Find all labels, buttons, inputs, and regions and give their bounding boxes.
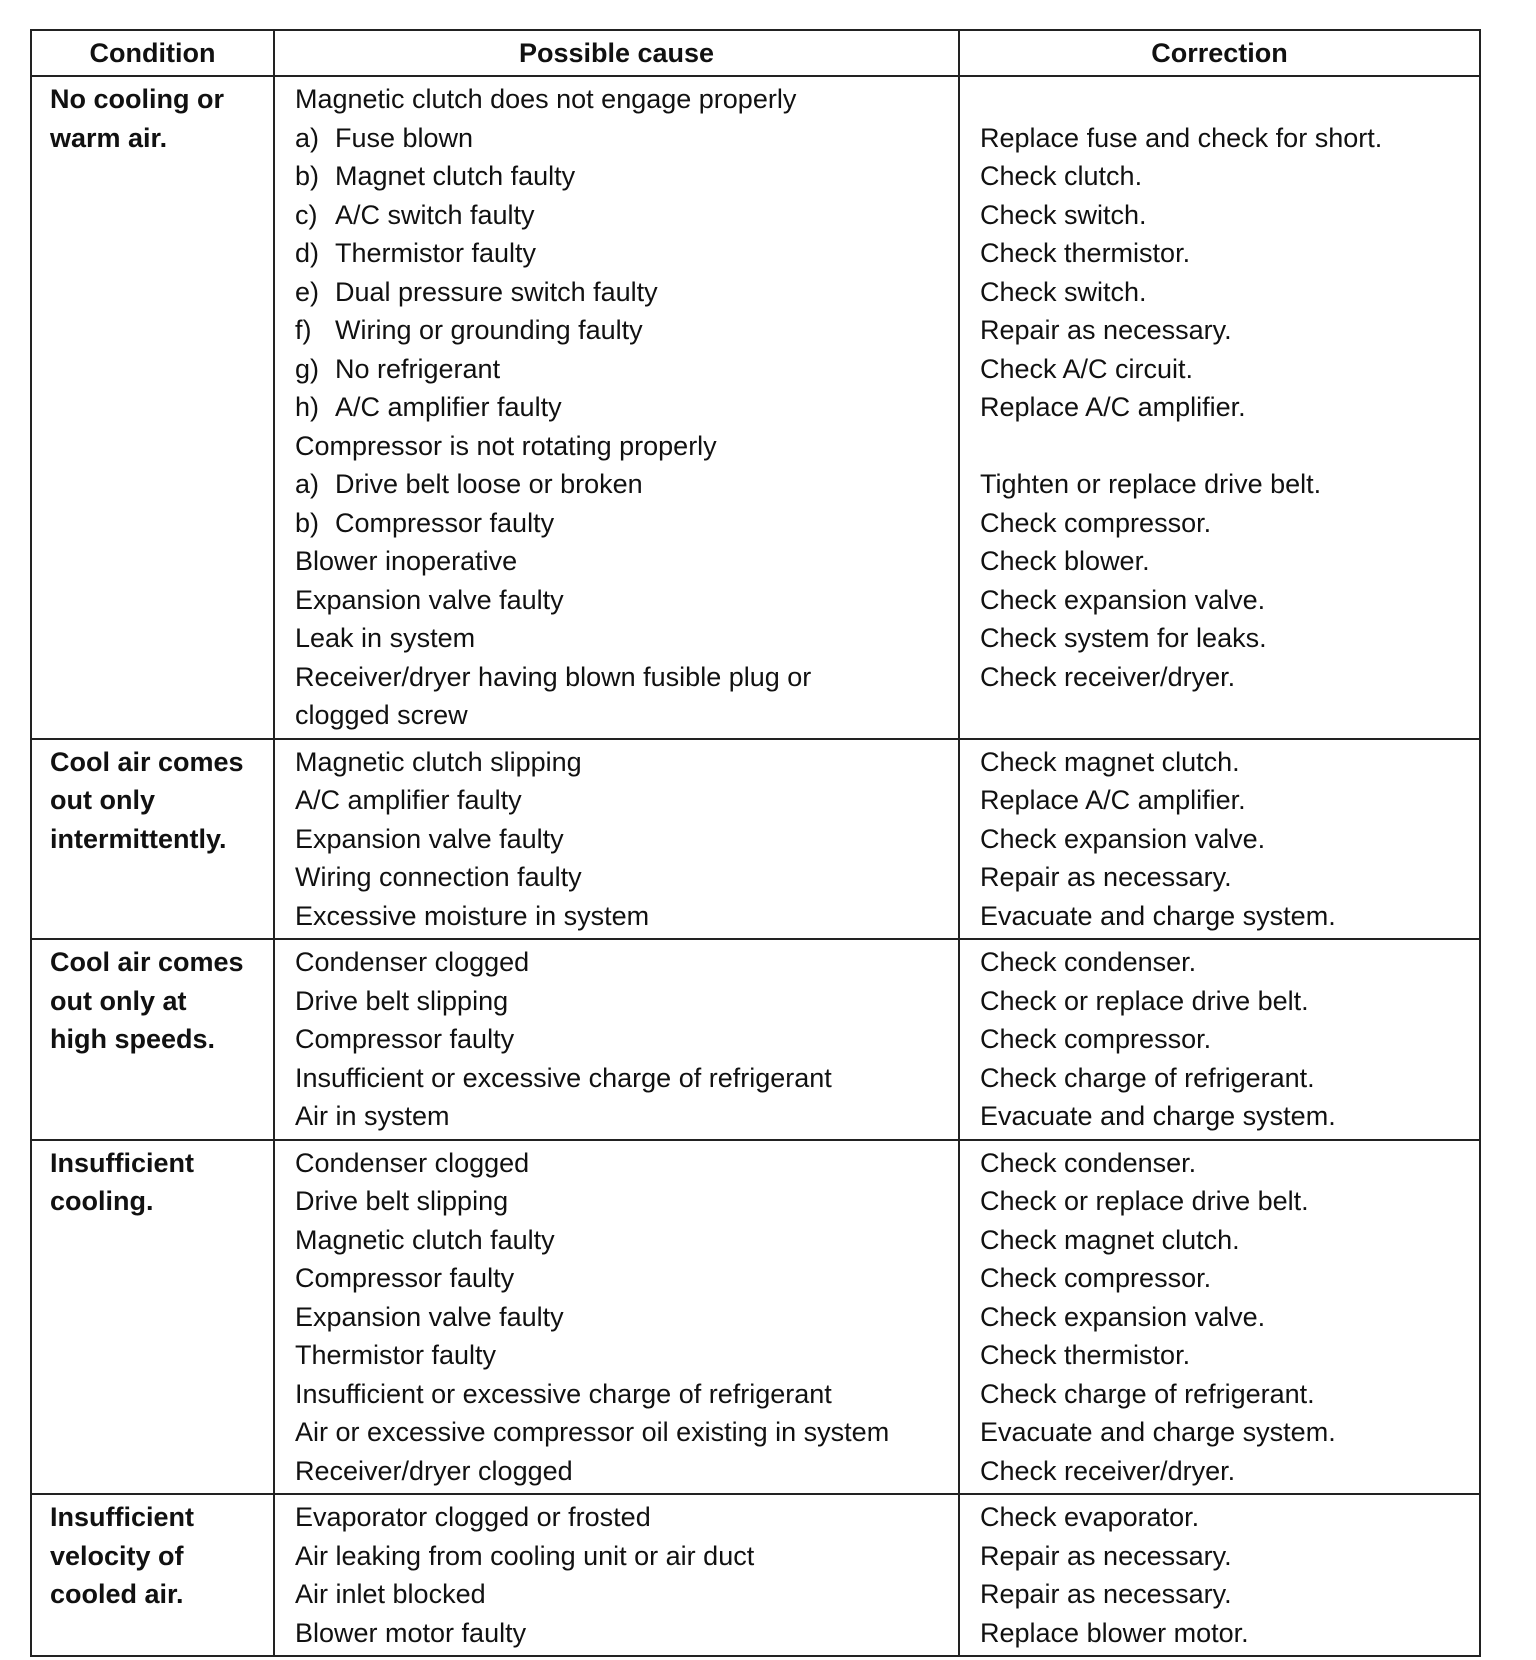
correction-text bbox=[980, 80, 1475, 119]
table-row bbox=[31, 739, 1480, 940]
condition-text: intermittently. bbox=[50, 823, 227, 854]
cause-text: Air or excessive compressor oil existing in system bbox=[295, 1417, 890, 1447]
cause-text: Thermistor faulty bbox=[295, 1340, 497, 1370]
item-label: e) bbox=[295, 276, 320, 307]
correction-text: Check expansion valve. bbox=[980, 584, 1266, 615]
cause-text: Blower inoperative bbox=[295, 546, 518, 576]
condition-text: cooled air. bbox=[50, 1579, 184, 1609]
cause-line bbox=[295, 504, 954, 543]
cause-line bbox=[295, 542, 954, 581]
cause-text: Receiver/dryer having blown fusible plug or bbox=[295, 661, 812, 692]
cause-line bbox=[295, 1452, 954, 1491]
correction-text: Check thermistor. bbox=[980, 1340, 1191, 1370]
cause-text: Dual pressure switch faulty bbox=[335, 276, 658, 307]
cause-line bbox=[295, 1059, 954, 1098]
cause-text: Thermistor faulty bbox=[335, 238, 537, 268]
cause-text: Expansion valve faulty bbox=[295, 823, 564, 854]
possible-cause-cell bbox=[274, 1140, 959, 1495]
cause-line bbox=[295, 388, 954, 427]
cause-line bbox=[295, 897, 954, 936]
cause-text: Air inlet blocked bbox=[295, 1579, 486, 1609]
correction-text: Check expansion valve. bbox=[980, 1301, 1266, 1332]
correction-text: Check expansion valve. bbox=[980, 823, 1266, 854]
correction-text: Check or replace drive belt. bbox=[980, 1186, 1309, 1216]
cause-text: Wiring or grounding faulty bbox=[335, 315, 643, 345]
correction-text: Tighten or replace drive belt. bbox=[980, 469, 1322, 499]
cause-text: Drive belt loose or broken bbox=[335, 469, 643, 499]
cause-line bbox=[295, 1575, 954, 1614]
cause-text: Drive belt slipping bbox=[295, 985, 509, 1016]
cause-text: Expansion valve faulty bbox=[295, 1301, 564, 1332]
cause-line bbox=[295, 1298, 954, 1337]
correction-text bbox=[980, 696, 1475, 735]
cause-text: Condenser clogged bbox=[295, 947, 530, 977]
cause-text: Magnetic clutch slipping bbox=[295, 746, 582, 777]
item-label: c) bbox=[295, 199, 318, 230]
header-condition: Condition bbox=[31, 30, 274, 76]
condition-text: cooling. bbox=[50, 1186, 154, 1216]
cause-line bbox=[295, 1537, 954, 1576]
cause-line bbox=[295, 119, 954, 158]
possible-cause-cell bbox=[274, 939, 959, 1140]
condition-text: Insufficient bbox=[50, 1502, 195, 1532]
correction-text: Repair as necessary. bbox=[980, 862, 1232, 892]
cause-text: Air leaking from cooling unit or air duct bbox=[295, 1540, 755, 1571]
cause-line bbox=[295, 781, 954, 820]
cause-line bbox=[295, 465, 954, 504]
cause-line bbox=[295, 350, 954, 389]
correction-cell bbox=[959, 739, 1480, 940]
cause-line bbox=[295, 1221, 954, 1260]
table-row bbox=[31, 939, 1480, 1140]
header-correction: Correction bbox=[959, 30, 1480, 76]
item-label: a) bbox=[295, 122, 320, 153]
table-row bbox=[31, 1140, 1480, 1495]
correction-cell bbox=[959, 1494, 1480, 1656]
cause-text: A/C switch faulty bbox=[335, 199, 535, 230]
table-row bbox=[31, 1494, 1480, 1656]
cause-line bbox=[295, 1413, 954, 1452]
item-label: b) bbox=[295, 507, 320, 538]
condition-text: Insufficient bbox=[50, 1147, 195, 1178]
cause-text: Excessive moisture in system bbox=[295, 900, 650, 931]
correction-text: Check clutch. bbox=[980, 161, 1143, 191]
correction-text: Check thermistor. bbox=[980, 238, 1191, 268]
correction-text: Repair as necessary. bbox=[980, 315, 1232, 345]
cause-text: No refrigerant bbox=[335, 353, 501, 384]
correction-text: Check or replace drive belt. bbox=[980, 985, 1309, 1016]
condition-text: high speeds. bbox=[50, 1024, 216, 1054]
cause-text: Compressor faulty bbox=[295, 1024, 515, 1054]
cause-line bbox=[295, 1020, 954, 1059]
correction-text: Check compressor. bbox=[980, 1263, 1212, 1293]
condition-text: Cool air comes bbox=[50, 746, 244, 777]
condition-cell bbox=[31, 76, 274, 739]
correction-text: Check condenser. bbox=[980, 947, 1197, 977]
condition-text: out only bbox=[50, 785, 155, 815]
condition-text: No cooling or bbox=[50, 84, 224, 114]
cause-line bbox=[295, 1144, 954, 1183]
cause-text: Insufficient or excessive charge of refrigerant bbox=[295, 1062, 832, 1093]
item-label: b) bbox=[295, 161, 320, 191]
cause-line bbox=[295, 1614, 954, 1653]
cause-text: Compressor is not rotating properly bbox=[295, 430, 717, 461]
item-label: d) bbox=[295, 238, 320, 268]
header-row bbox=[31, 30, 1480, 76]
cause-line bbox=[295, 1182, 954, 1221]
cause-line bbox=[295, 1259, 954, 1298]
correction-text: Evacuate and charge system. bbox=[980, 1101, 1336, 1131]
possible-cause-cell bbox=[274, 76, 959, 739]
cause-line bbox=[295, 1336, 954, 1375]
correction-text: Check switch. bbox=[980, 199, 1147, 230]
item-label: a) bbox=[295, 469, 320, 499]
correction-text: Check A/C circuit. bbox=[980, 353, 1194, 384]
table-body bbox=[31, 76, 1480, 1656]
cause-line bbox=[295, 982, 954, 1021]
cause-text: Condenser clogged bbox=[295, 1147, 530, 1178]
condition-cell bbox=[31, 939, 274, 1140]
correction-text: Replace A/C amplifier. bbox=[980, 785, 1246, 815]
cause-line bbox=[295, 943, 954, 982]
possible-cause-cell bbox=[274, 739, 959, 940]
condition-text: warm air. bbox=[50, 122, 168, 153]
cause-line bbox=[295, 234, 954, 273]
cause-text: Blower motor faulty bbox=[295, 1617, 527, 1648]
cause-line bbox=[295, 658, 954, 697]
cause-text: Wiring connection faulty bbox=[295, 862, 582, 892]
cause-line bbox=[295, 820, 954, 859]
cause-text: Magnetic clutch does not engage properly bbox=[295, 84, 797, 114]
correction-text: Check receiver/dryer. bbox=[980, 1455, 1236, 1486]
cause-text: Insufficient or excessive charge of refrigerant bbox=[295, 1378, 832, 1409]
correction-text: Repair as necessary. bbox=[980, 1579, 1232, 1609]
cause-text: Magnetic clutch faulty bbox=[295, 1224, 555, 1255]
correction-text: Check switch. bbox=[980, 276, 1147, 307]
cause-text: clogged screw bbox=[295, 700, 468, 730]
cause-line bbox=[295, 273, 954, 312]
condition-cell bbox=[31, 1494, 274, 1656]
correction-text: Check charge of refrigerant. bbox=[980, 1378, 1315, 1409]
cause-text: Fuse blown bbox=[335, 122, 474, 153]
cause-text: Leak in system bbox=[295, 623, 476, 653]
correction-text: Replace A/C amplifier. bbox=[980, 392, 1246, 422]
correction-text: Evacuate and charge system. bbox=[980, 1417, 1336, 1447]
cause-text: Expansion valve faulty bbox=[295, 584, 564, 615]
correction-text: Check magnet clutch. bbox=[980, 1224, 1240, 1255]
correction-text: Check magnet clutch. bbox=[980, 746, 1240, 777]
item-label: h) bbox=[295, 392, 320, 422]
correction-text: Check evaporator. bbox=[980, 1502, 1200, 1532]
cause-line bbox=[295, 80, 954, 119]
correction-text: Evacuate and charge system. bbox=[980, 900, 1336, 931]
item-label: f) bbox=[295, 315, 312, 345]
cause-text: Compressor faulty bbox=[295, 1263, 515, 1293]
correction-text: Check compressor. bbox=[980, 1024, 1212, 1054]
cause-text: A/C amplifier faulty bbox=[335, 392, 562, 422]
correction-text: Check condenser. bbox=[980, 1147, 1197, 1178]
condition-cell bbox=[31, 1140, 274, 1495]
cause-text: Air in system bbox=[295, 1101, 450, 1131]
correction-text bbox=[980, 427, 1475, 466]
cause-text: A/C amplifier faulty bbox=[295, 785, 522, 815]
condition-text: out only at bbox=[50, 985, 187, 1016]
condition-text: velocity of bbox=[50, 1540, 184, 1571]
header-possible-cause: Possible cause bbox=[274, 30, 959, 76]
table-row bbox=[31, 76, 1480, 739]
correction-cell bbox=[959, 76, 1480, 739]
cause-line bbox=[295, 1375, 954, 1414]
cause-line bbox=[295, 311, 954, 350]
condition-cell bbox=[31, 739, 274, 940]
cause-line bbox=[295, 1097, 954, 1136]
cause-line bbox=[295, 196, 954, 235]
cause-line bbox=[295, 619, 954, 658]
correction-cell bbox=[959, 939, 1480, 1140]
item-label: g) bbox=[295, 353, 320, 384]
correction-cell bbox=[959, 1140, 1480, 1495]
correction-text: Check blower. bbox=[980, 546, 1150, 576]
cause-text: Magnet clutch faulty bbox=[335, 161, 576, 191]
correction-text: Replace blower motor. bbox=[980, 1617, 1249, 1648]
cause-line bbox=[295, 858, 954, 897]
correction-text: Check charge of refrigerant. bbox=[980, 1062, 1315, 1093]
cause-text: Compressor faulty bbox=[335, 507, 555, 538]
correction-text: Check receiver/dryer. bbox=[980, 661, 1236, 692]
troubleshooting-table bbox=[30, 29, 1481, 1657]
cause-text: Evaporator clogged or frosted bbox=[295, 1502, 651, 1532]
cause-line bbox=[295, 157, 954, 196]
cause-line bbox=[295, 696, 954, 735]
correction-text: Check system for leaks. bbox=[980, 623, 1267, 653]
correction-text: Replace fuse and check for short. bbox=[980, 122, 1383, 153]
cause-line bbox=[295, 743, 954, 782]
cause-text: Receiver/dryer clogged bbox=[295, 1455, 573, 1486]
correction-text: Repair as necessary. bbox=[980, 1540, 1232, 1571]
possible-cause-cell bbox=[274, 1494, 959, 1656]
correction-text: Check compressor. bbox=[980, 507, 1212, 538]
cause-line bbox=[295, 581, 954, 620]
cause-line bbox=[295, 1498, 954, 1537]
cause-text: Drive belt slipping bbox=[295, 1186, 509, 1216]
condition-text: Cool air comes bbox=[50, 947, 244, 977]
cause-line bbox=[295, 427, 954, 466]
